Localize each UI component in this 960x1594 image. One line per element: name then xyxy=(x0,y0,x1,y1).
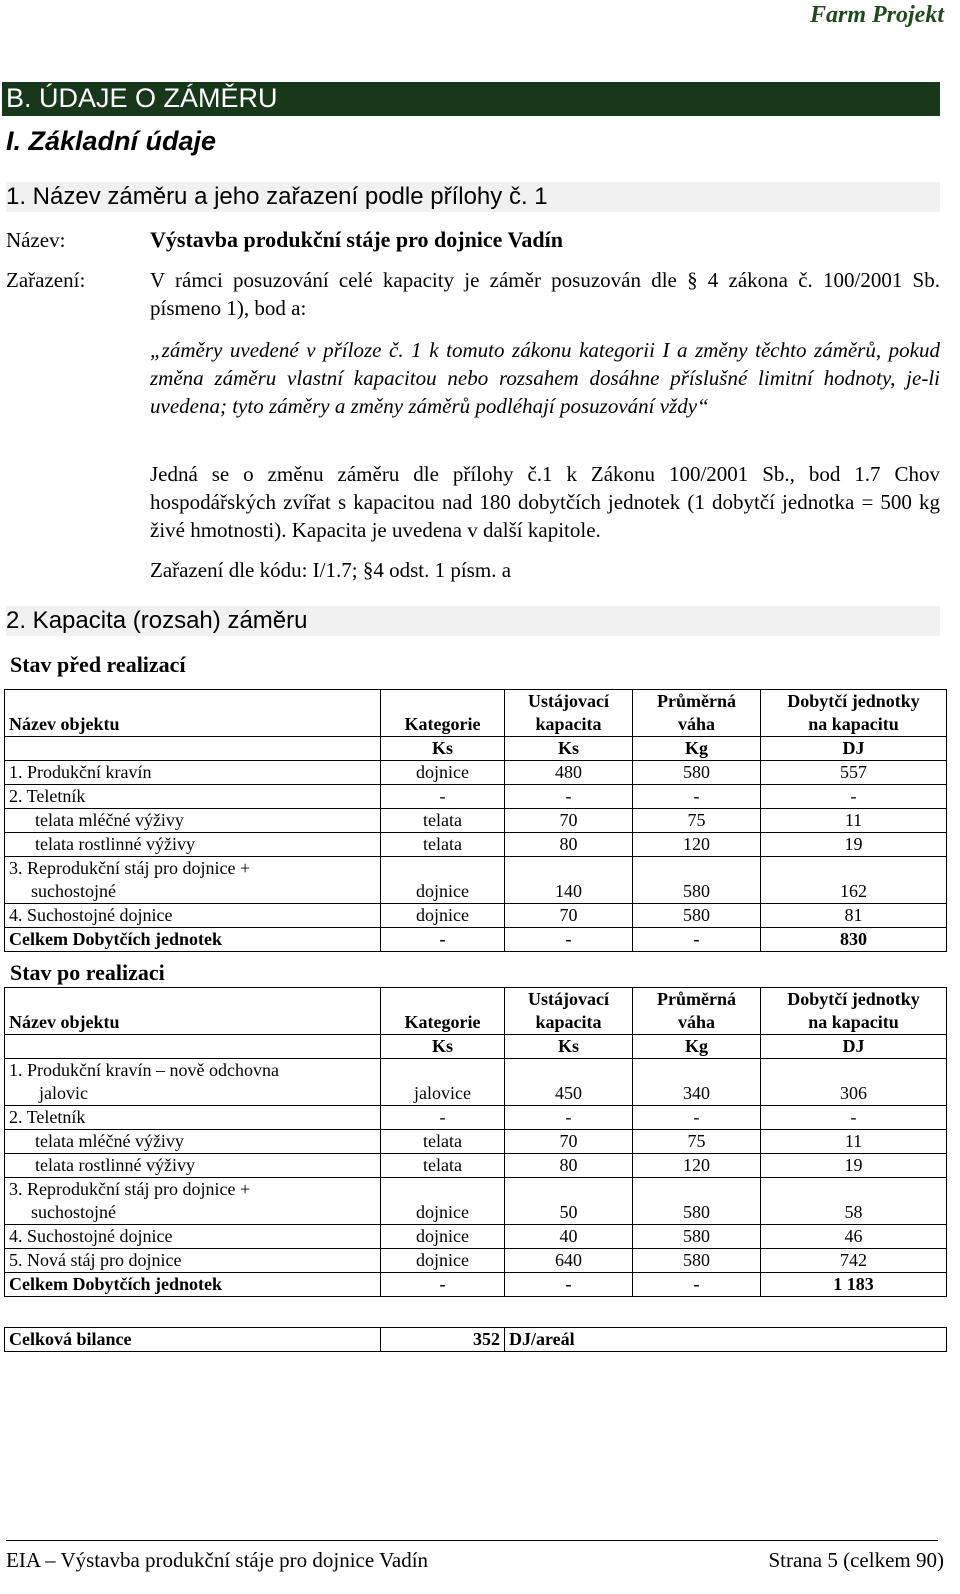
col-category: Kategorie xyxy=(381,690,505,737)
table-row: telata mléčné výživy telata 70 75 11 xyxy=(5,1130,947,1154)
table-row: 1. Produkční kravín – nově odchovna jalovic jalovice 450 340 306 xyxy=(5,1059,947,1106)
col-name: Název objektu xyxy=(5,988,381,1035)
units-row: Ks Ks Kg DJ xyxy=(5,1035,947,1059)
table-row: 4. Suchostojné dojnice dojnice 70 580 81 xyxy=(5,904,947,928)
page-number: Strana 5 (celkem 90) xyxy=(768,1548,944,1572)
col-capacity: Ustájovací kapacita xyxy=(505,988,633,1035)
balance-table xyxy=(4,1327,947,1352)
table-row: 2. Teletník - - - - xyxy=(5,785,947,809)
total-row: Celkem Dobytčích jednotek - - - 830 xyxy=(5,928,947,952)
table-row: 2. Teletník - - - - xyxy=(5,1106,947,1130)
total-row: Celkem Dobytčích jednotek - - - 1 183 xyxy=(5,1273,947,1297)
table-row: telata mléčné výživy telata 70 75 11 xyxy=(5,809,947,833)
heading-2: 2. Kapacita (rozsah) záměru xyxy=(6,606,940,636)
section-title: B. ÚDAJE O ZÁMĚRU xyxy=(6,83,278,113)
classification-text: V rámci posuzování celé kapacity je záměr posuzován dle § 4 zákona č. 100/2001 Sb. písmeno 1), bod a: xyxy=(150,268,940,320)
col-capacity: Ustájovací kapacita xyxy=(505,690,633,737)
col-name: Název objektu xyxy=(5,690,381,737)
classification-label: Zařazení: xyxy=(6,268,86,292)
table-before xyxy=(4,689,947,952)
balance-label: Celková bilance xyxy=(5,1328,381,1352)
table-after xyxy=(4,987,947,1297)
before-label: Stav před realizací xyxy=(10,652,186,677)
col-units: Dobytčí jednotky na kapacitu xyxy=(761,690,947,737)
law-quote: „záměry uvedené v příloze č. 1 k tomuto zákonu kategorii I a změny těchto záměrů, pokud změna záměru vlastní kapacitou nebo rozsahem dosáhne příslušné limitní hodnoty, je-li uvedena; tyto záměry a změny záměrů podléhají posuzování vždy“ xyxy=(150,338,940,418)
col-units: Dobytčí jednotky na kapacitu xyxy=(761,988,947,1035)
change-paragraph: Jedná se o změnu záměru dle přílohy č.1 k Zákonu 100/2001 Sb., bod 1.7 Chov hospodářských zvířat s kapacitou nad 180 dobytčích jednotek (1 dobytčí jednotka = 500 kg živé hmotnosti). Kapacita je uvedena v další kapitole. xyxy=(150,462,940,542)
table-row: telata rostlinné výživy telata 80 120 19 xyxy=(5,1154,947,1178)
table-row: 3. Reprodukční stáj pro dojnice + suchostojné dojnice 140 580 162 xyxy=(5,857,947,904)
balance-value: 352 xyxy=(381,1328,505,1352)
table-row: 3. Reprodukční stáj pro dojnice + suchostojné dojnice 50 580 58 xyxy=(5,1178,947,1225)
project-name: Výstavba produkční stáje pro dojnice Vadín xyxy=(150,227,564,252)
table-row: 5. Nová stáj pro dojnice dojnice 640 580 742 xyxy=(5,1249,947,1273)
after-label: Stav po realizaci xyxy=(10,960,165,985)
units-row: Ks Ks Kg DJ xyxy=(5,737,947,761)
table-row: 1. Produkční kravín dojnice 480 580 557 xyxy=(5,761,947,785)
col-weight: Průměrná váha xyxy=(633,690,761,737)
balance-unit: DJ/areál xyxy=(505,1328,947,1352)
name-label: Název: xyxy=(6,228,66,252)
footer-left: EIA – Výstavba produkční stáje pro dojnice Vadín xyxy=(6,1548,429,1572)
footer-divider xyxy=(6,1540,938,1541)
col-category: Kategorie xyxy=(381,988,505,1035)
heading-1: 1. Název záměru a jeho zařazení podle přílohy č. 1 xyxy=(6,182,940,212)
balance-row xyxy=(5,1328,947,1352)
col-weight: Průměrná váha xyxy=(633,988,761,1035)
table-row: 4. Suchostojné dojnice dojnice 40 580 46 xyxy=(5,1225,947,1249)
brand-header: Farm Projekt xyxy=(809,2,944,28)
table-row: telata rostlinné výživy telata 80 120 19 xyxy=(5,833,947,857)
subsection-title: I. Základní údaje xyxy=(6,126,217,156)
classification-code: Zařazení dle kódu: I/1.7; §4 odst. 1 písm. a xyxy=(150,558,512,582)
